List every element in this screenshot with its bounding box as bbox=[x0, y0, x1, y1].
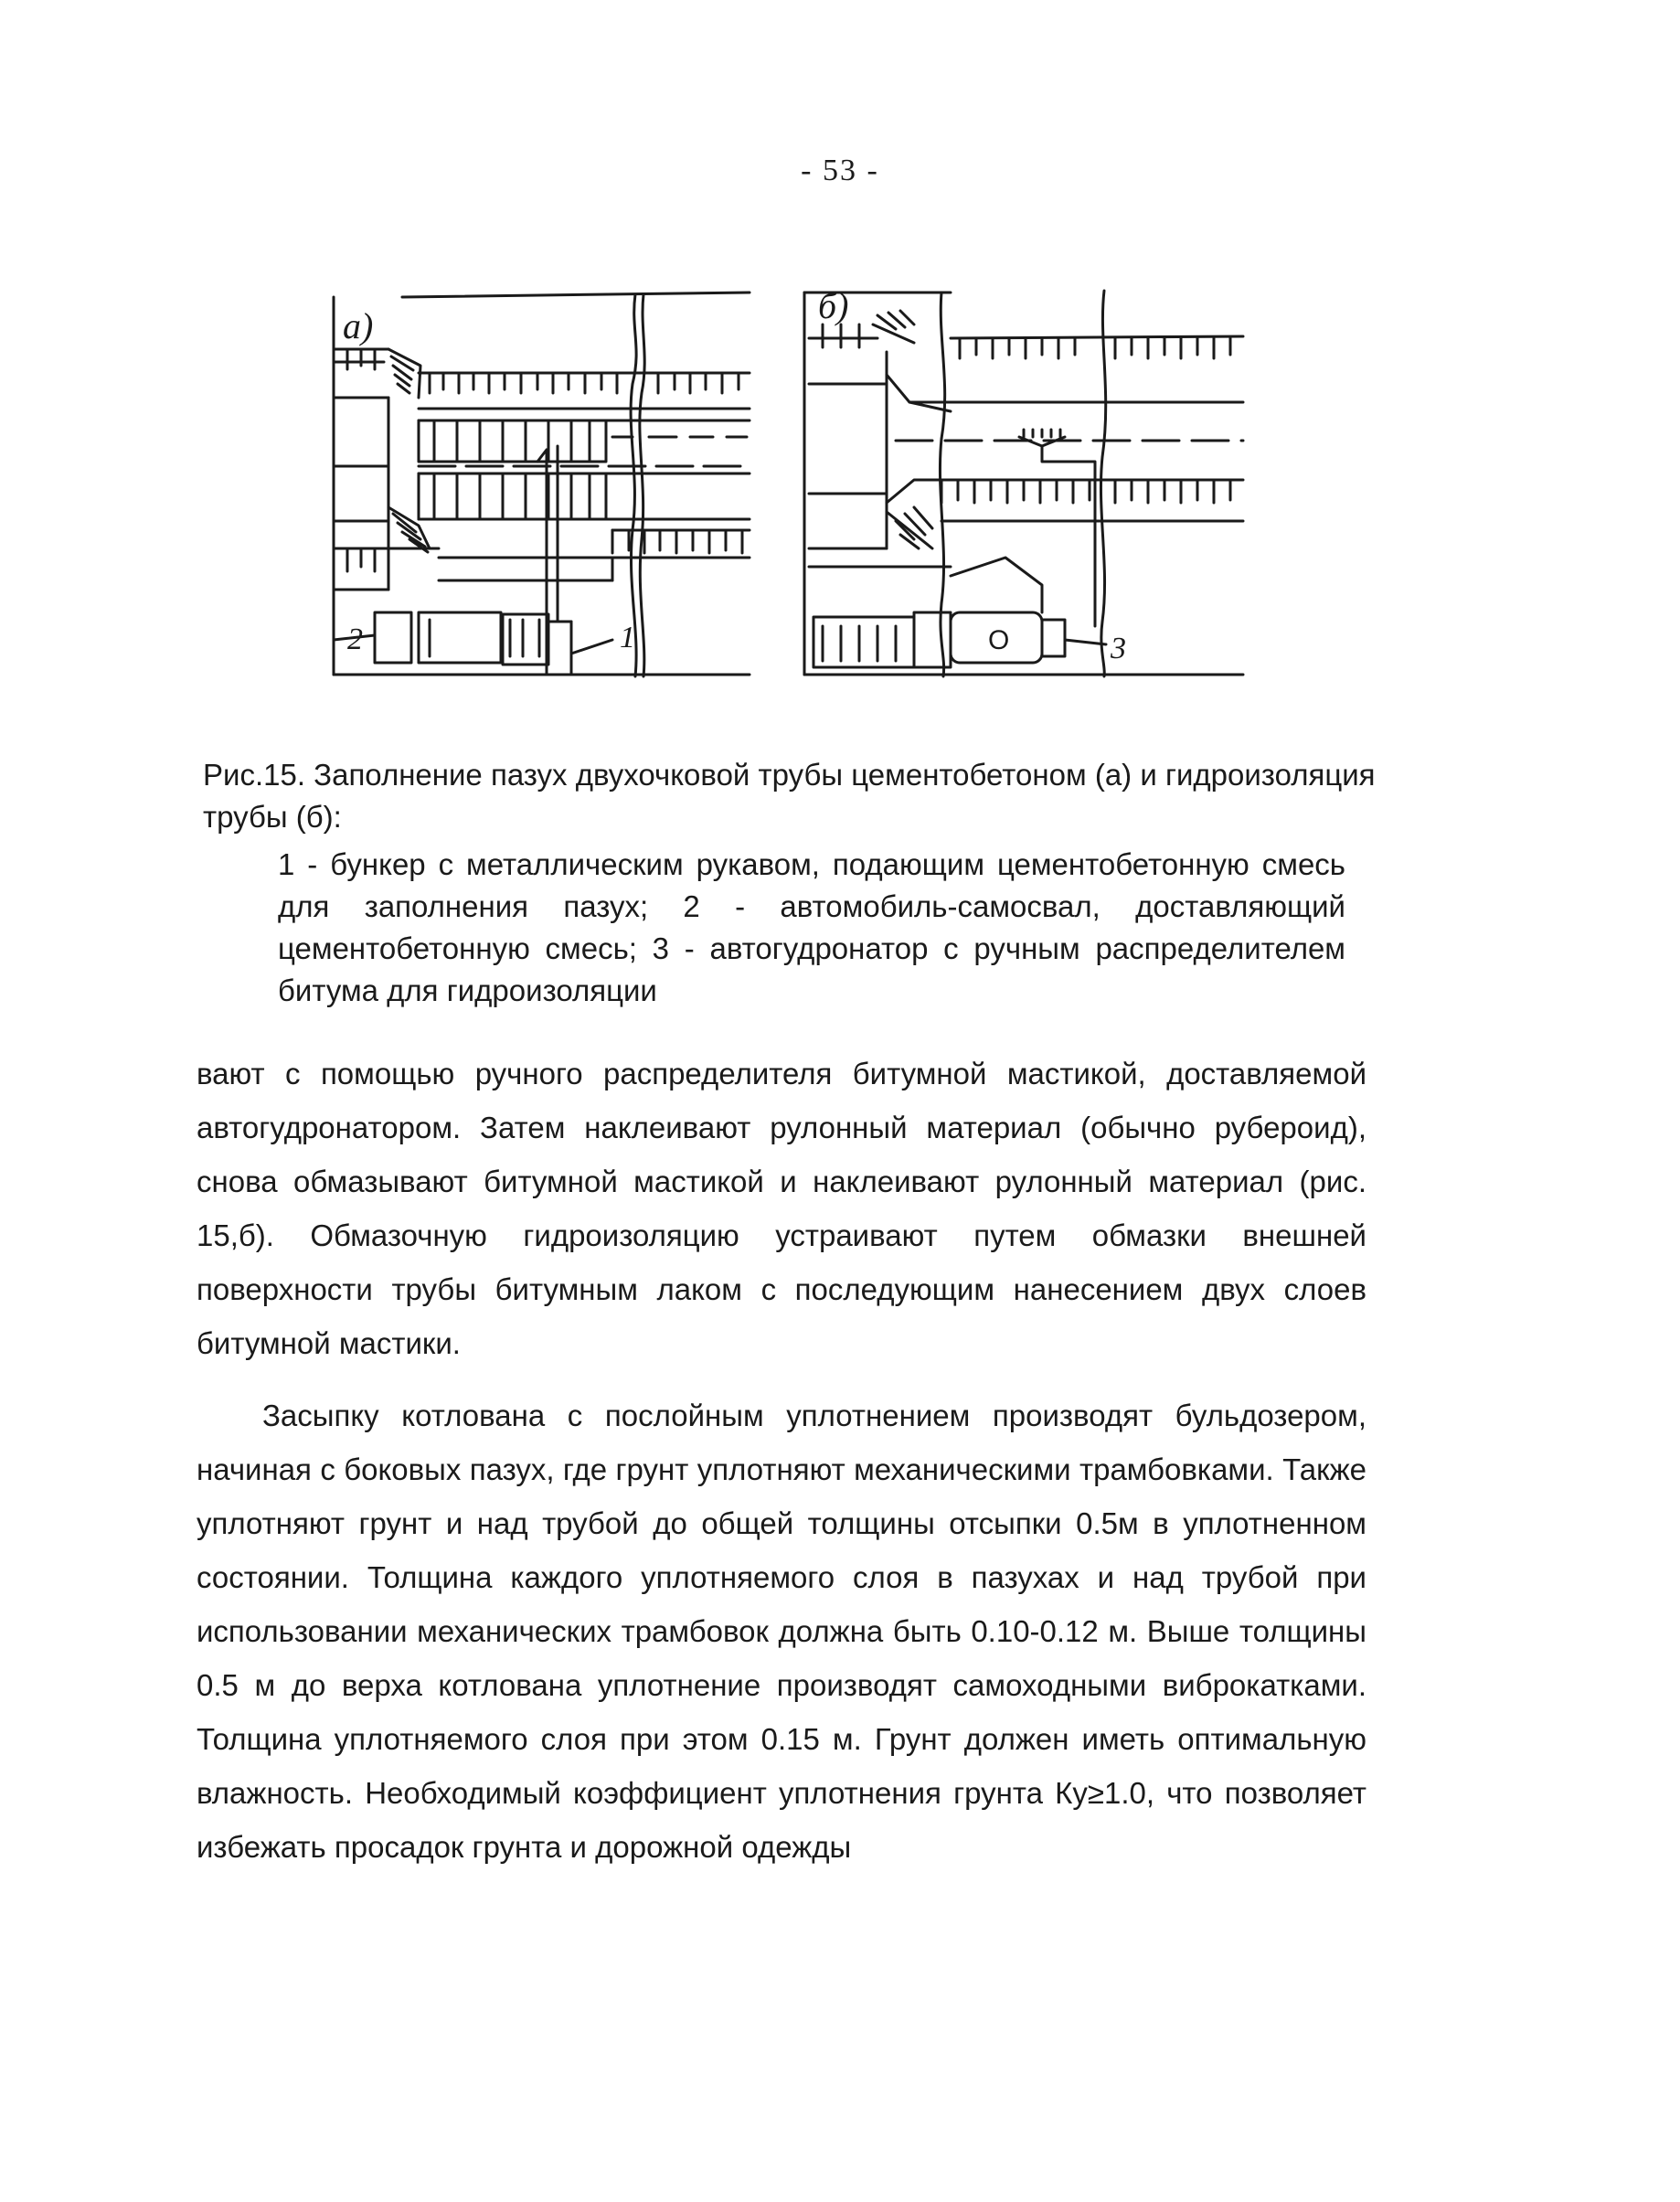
callout-2: 2 bbox=[347, 622, 363, 656]
page-number: - 53 - bbox=[801, 154, 879, 187]
callout-1: 1 bbox=[620, 621, 635, 654]
figure-15 bbox=[311, 274, 1261, 704]
figure-drawing bbox=[311, 274, 1261, 704]
caption-title: Рис.15. Заполнение пазух двухочковой трубы цементобетоном (а) и гидроизоляция трубы (б): bbox=[203, 758, 1376, 834]
panel-b-drawing bbox=[804, 291, 1243, 676]
panel-a-drawing bbox=[334, 293, 750, 676]
callout-3: 3 bbox=[1111, 632, 1126, 665]
paragraph-2: Засыпку котлована с послойным уплотнением производят бульдозером, начиная с боковых пазух, где грунт уплотняют механическими трамбовками. Также уплотняют грунт и над трубой до общей толщины отсыпки 0.5м в уплотненном состоянии. Толщина каждого уплотняемого слоя в пазухах и над трубой при использовании механических трамбовок должна быть 0.10-0.12 м. Выше толщины 0.5 м до верха котлована уплотнение производят самоходными виброкатками. Толщина уплотняемого слоя при этом 0.15 м. Грунт должен иметь оптимальную влажность. Необходимый коэффициент уплотнения грунта Ку≥1.0, что позволяет избежать просадок грунта и дорожной одежды bbox=[197, 1399, 1366, 1864]
panel-b-label: б) bbox=[818, 285, 849, 326]
body-text bbox=[197, 1047, 1366, 1874]
tank-mark: O bbox=[988, 625, 1010, 655]
figure-caption bbox=[203, 754, 1391, 1012]
caption-legend: 1 - бункер с металлическим рукавом, подающим цементобетонную смесь для заполнения пазух; 2 - автомобиль-самосвал, доставляющий цементобетонную смесь; 3 - автогудронатор с ручным распределителем битума для гидроизоляции bbox=[278, 847, 1345, 1007]
panel-a-label: а) bbox=[343, 305, 374, 346]
paragraph-1: вают с помощью ручного распределителя битумной мастикой, доставляемой автогудронатором. Затем наклеивают рулонный материал (обычно рубероид), снова обмазывают битумной мастикой и наклеивают рулонный материал (рис. 15,б). Обмазочную гидроизоляцию устраивают путем обмазки внешней поверхности трубы битумным лаком с последующим нанесением двух слоев битумной мастики. bbox=[197, 1057, 1366, 1360]
